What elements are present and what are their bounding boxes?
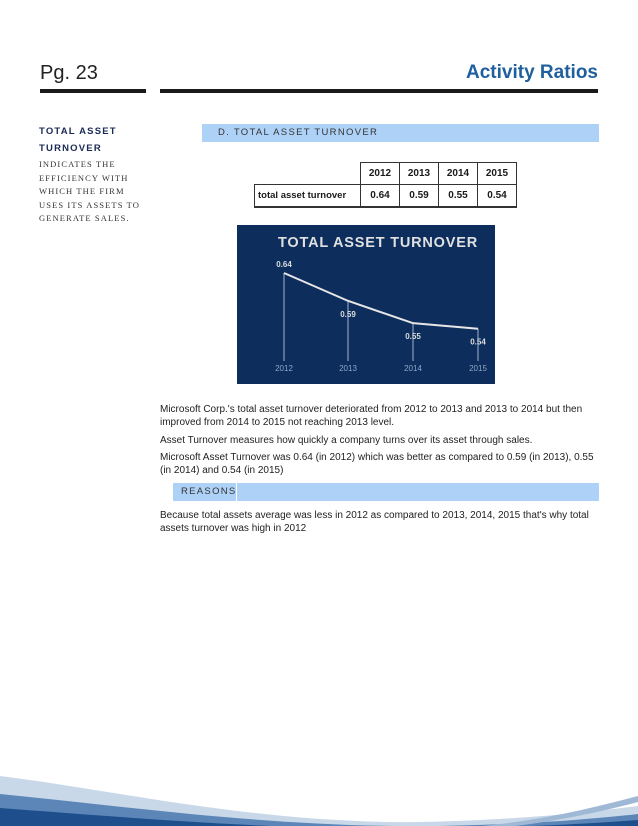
asset-turnover-chart bbox=[237, 225, 495, 384]
table-value-cell: 0.55 bbox=[439, 185, 478, 208]
section-bar bbox=[202, 124, 599, 142]
table-row-label: total asset turnover bbox=[255, 185, 361, 208]
table-year-cell: 2014 bbox=[439, 163, 478, 185]
table-value-cell: 0.64 bbox=[361, 185, 400, 208]
sidebar-heading: TOTAL ASSET TURNOVER bbox=[39, 126, 117, 154]
page-number: Pg. 23 bbox=[40, 62, 98, 84]
table-year-cell: 2015 bbox=[478, 163, 517, 185]
table-corner-cell bbox=[255, 163, 361, 185]
table-value-cell: 0.59 bbox=[400, 185, 439, 208]
page-title: Activity Ratios bbox=[466, 62, 598, 83]
reasons-bar bbox=[173, 483, 599, 501]
chart-x-tick-label: 2015 bbox=[469, 364, 487, 373]
header-rule-left bbox=[40, 89, 146, 93]
table-year-cell: 2012 bbox=[361, 163, 400, 185]
chart-title: TOTAL ASSET TURNOVER bbox=[278, 235, 478, 251]
section-label: D. TOTAL ASSET TURNOVER bbox=[218, 127, 379, 138]
table-row bbox=[255, 185, 517, 208]
sidebar-description: INDICATES THE EFFICIENCY WITH WHICH THE FIRM USES ITS ASSETS TO GENERATE SALES. bbox=[39, 159, 140, 223]
chart-data-label: 0.55 bbox=[405, 332, 421, 342]
paragraph-definition: Asset Turnover measures how quickly a company turns over its asset through sales. bbox=[160, 435, 533, 446]
table-value-cell: 0.54 bbox=[478, 185, 517, 208]
chart-data-label: 0.54 bbox=[470, 337, 486, 347]
chart-data-label: 0.59 bbox=[340, 309, 356, 319]
paragraph-trend: Microsoft Corp.'s total asset turnover deteriorated from 2012 to 2013 and 2013 to 2014 but then improved from 2014 to 2015 not reaching 2013 level. bbox=[160, 404, 583, 428]
header-rule-right bbox=[160, 89, 598, 93]
reasons-label: REASONS bbox=[181, 486, 237, 497]
footer-wave-decoration bbox=[0, 736, 638, 826]
chart-x-tick-label: 2014 bbox=[404, 364, 422, 373]
chart-data-label: 0.64 bbox=[276, 260, 292, 269]
table-header-row bbox=[255, 163, 517, 185]
ratio-table bbox=[254, 162, 517, 208]
paragraph-reason: Because total assets average was less in 2012 as compared to 2013, 2014, 2015 that's why total assets turnover was high in 2012 bbox=[160, 510, 589, 534]
paragraph-comparison: Microsoft Asset Turnover was 0.64 (in 2012) which was better as compared to 0.59 (in 2013), 0.55 (in 2014) and 0.54 (in 2015) bbox=[160, 452, 594, 476]
chart-x-tick-label: 2013 bbox=[339, 364, 357, 373]
chart-x-tick-label: 2012 bbox=[275, 364, 293, 373]
reasons-tab bbox=[173, 483, 237, 501]
table-year-cell: 2013 bbox=[400, 163, 439, 185]
